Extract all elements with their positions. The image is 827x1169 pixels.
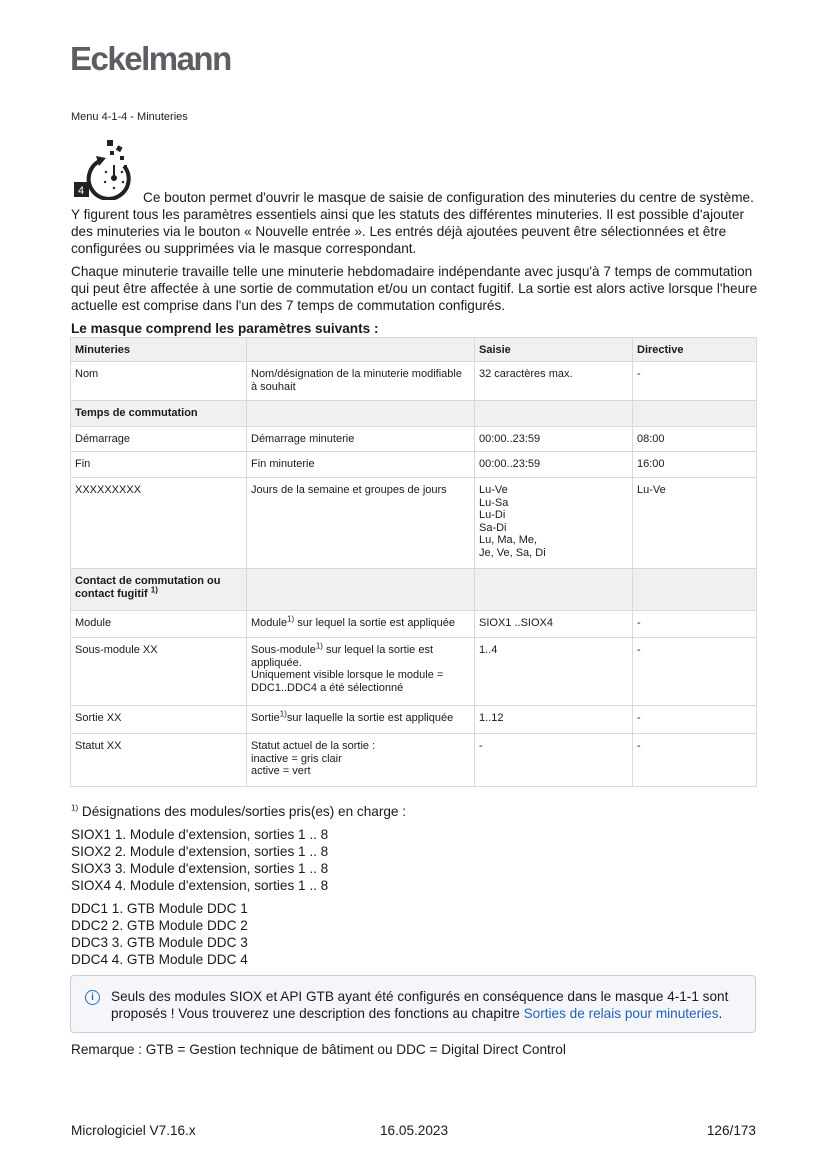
table-cell: Lu-Ve xyxy=(633,478,757,569)
table-cell: Lu-Ve Lu-Sa Lu-Di Sa-Di Lu, Ma, Me, Je, Ve, Sa, Di xyxy=(475,478,633,569)
info-box: i Seuls des modules SIOX et API GTB ayant été configurés en conséquence dans le masque 4-1-1 sont proposés ! Vous trouverez une description des fonctions au chapitre Sorties de relais pour minuteries. xyxy=(70,975,756,1033)
chapter-link[interactable]: Sorties de relais pour minuteries xyxy=(523,1006,719,1021)
table-cell: - xyxy=(633,638,757,706)
table-cell: Fin minuterie xyxy=(247,452,475,478)
parameters-table xyxy=(70,337,757,787)
siox-list: SIOX1 1. Module d'extension, sorties 1 .. 8 SIOX2 2. Module d'extension, sorties 1 .. 8 SIOX3 3. Module d'extension, sorties 1 .. 8 SIOX4 4. Module d'extension, sorties 1 .. 8 xyxy=(71,827,329,893)
table-row xyxy=(71,611,757,638)
table-cell: Nom/désignation de la minuterie modifiable à souhait xyxy=(247,362,475,401)
remark: Remarque : GTB = Gestion technique de bâtiment ou DDC = Digital Direct Control xyxy=(71,1042,566,1057)
table-row xyxy=(71,734,757,787)
table-cell: Sortie$^{1)}$sur laquelle la sortie est appliquée xyxy=(247,706,475,734)
intro-paragraph: Ce bouton permet d'ouvrir le masque de saisie de configuration des minuteries du centre de système. Y figurent tous les paramètres essentiels ainsi que les statuts des différentes minuteries. Il est possible d'ajouter des minuteries via le bouton « Nouvelle entrée ». Les entrés déjà ajoutées peuvent être sélectionnées et être configurées ou supprimées via le masque correspondant. xyxy=(71,190,754,256)
table-cell: Sous-module XX xyxy=(71,638,247,706)
ddc-list: DDC1 1. GTB Module DDC 1 DDC2 2. GTB Module DDC 2 DDC3 3. GTB Module DDC 3 DDC4 4. GTB Module DDC 4 xyxy=(71,901,248,967)
table-cell: Contact de commutation ou contact fugitif $^{1)}$ xyxy=(71,569,247,611)
table-cell: Module xyxy=(71,611,247,638)
table-row xyxy=(71,638,757,706)
table-cell xyxy=(247,401,475,427)
table-cell: Minuteries xyxy=(71,338,247,362)
table-cell: - xyxy=(633,734,757,787)
footer-version: Micrologiciel V7.16.x xyxy=(71,1123,196,1138)
eckelmann-logo: Eckelmann xyxy=(70,40,231,77)
table-cell xyxy=(475,401,633,427)
intro-text xyxy=(71,189,761,343)
table-row xyxy=(71,427,757,452)
table-row xyxy=(71,452,757,478)
table-cell: Jours de la semaine et groupes de jours xyxy=(247,478,475,569)
table-cell: Sous-module$^{1)}$ sur lequel la sortie est appliquée. Uniquement visible lorsque le module = DDC1..DDC4 a été sélectionné xyxy=(247,638,475,706)
table-cell: Démarrage minuterie xyxy=(247,427,475,452)
table-cell: 16:00 xyxy=(633,452,757,478)
info-icon: i xyxy=(85,990,100,1005)
table-cell: Nom xyxy=(71,362,247,401)
table-header-row xyxy=(71,338,757,362)
table-cell xyxy=(633,401,757,427)
table-cell: XXXXXXXXX xyxy=(71,478,247,569)
table-cell: 32 caractères max. xyxy=(475,362,633,401)
table-cell: Saisie xyxy=(475,338,633,362)
footnote-heading: $^{1)}$ Désignations des modules/sorties pris(es) en charge : xyxy=(71,803,407,819)
table-section-row xyxy=(71,569,757,611)
table-cell: Démarrage xyxy=(71,427,247,452)
table-cell: Statut actuel de la sortie : inactive = gris clair active = vert xyxy=(247,734,475,787)
table-cell: Module$^{1)}$ sur lequel la sortie est appliquée xyxy=(247,611,475,638)
table-cell xyxy=(633,569,757,611)
table-cell: Directive xyxy=(633,338,757,362)
table-row xyxy=(71,362,757,401)
table-cell: 08:00 xyxy=(633,427,757,452)
svg-text:4: 4 xyxy=(78,185,85,197)
menu-title: Menu 4-1-4 - Minuteries xyxy=(71,111,188,123)
table-cell: Temps de commutation xyxy=(71,401,247,427)
table-cell: - xyxy=(633,362,757,401)
table-row xyxy=(71,706,757,734)
table-cell xyxy=(247,338,475,362)
table-row xyxy=(71,478,757,569)
table-cell: - xyxy=(633,611,757,638)
footer-page: 126/173 xyxy=(706,1123,756,1138)
table-cell: Statut XX xyxy=(71,734,247,787)
table-cell: 00:00..23:59 xyxy=(475,427,633,452)
table-cell: 1..12 xyxy=(475,706,633,734)
table-heading: Le masque comprend les paramètres suivants : xyxy=(71,321,379,336)
table-cell: Sortie XX xyxy=(71,706,247,734)
table-cell: - xyxy=(475,734,633,787)
table-cell: - xyxy=(633,706,757,734)
footer-date: 16.05.2023 xyxy=(380,1123,449,1138)
table-cell: SIOX1 ..SIOX4 xyxy=(475,611,633,638)
intro-paragraph: Chaque minuterie travaille telle une minuterie hebdomadaire indépendante avec jusqu'à 7 temps de commutation qui peut être affectée à une sortie de commutation et/ou un contact fugitif. La sortie est alors active lorsque l'heure actuelle est comprise dans l'un des 7 temps de commutation configurés. xyxy=(71,264,758,313)
table-cell xyxy=(247,569,475,611)
table-cell: Fin xyxy=(71,452,247,478)
table-cell: 1..4 xyxy=(475,638,633,706)
table-section-row xyxy=(71,401,757,427)
table-cell: 00:00..23:59 xyxy=(475,452,633,478)
table-cell xyxy=(475,569,633,611)
footnotes xyxy=(71,803,406,974)
